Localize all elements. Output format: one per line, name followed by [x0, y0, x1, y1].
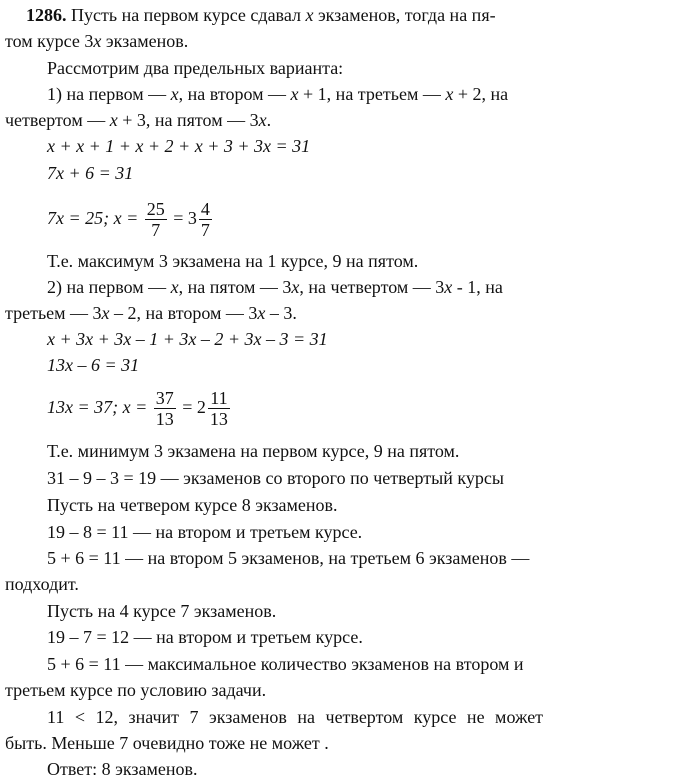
text-span: + 2, на	[453, 84, 509, 104]
text-span: , на четвертом — 3	[299, 277, 445, 297]
var-x: x	[290, 84, 299, 104]
text-span: 1) на первом —	[47, 84, 171, 104]
text-span: , на втором —	[178, 84, 291, 104]
fraction-numerator: 37	[155, 388, 174, 409]
text-line: быть. Меньше 7 очевидно тоже не может .	[5, 733, 329, 753]
var-x: x	[257, 303, 266, 323]
problem-line-1	[26, 4, 496, 26]
var-x: x	[170, 84, 179, 104]
var-x: x	[101, 303, 110, 323]
equation-1: x + x + 1 + x + 2 + x + 3 + 3x = 31	[47, 136, 311, 156]
text-span: + 3, на пятом — 3	[117, 110, 259, 130]
problem-number: 1286.	[26, 5, 67, 25]
text-line: 31 – 9 – 3 = 19 — экзаменов со второго по четвертый курсы	[47, 468, 504, 488]
var-x: x	[258, 110, 267, 130]
var-x: x	[305, 5, 314, 25]
intro-text-d: экзаменов.	[101, 31, 189, 51]
text-line: 11 < 12, значит 7 экзаменов на четвертом курсе не может	[47, 707, 544, 727]
variant-2-line-2	[5, 302, 297, 324]
text-line: третьем курсе по условию задачи.	[5, 680, 267, 700]
text-span: .	[266, 110, 272, 130]
text-span: четвертом —	[5, 110, 110, 130]
conclusion-2: Т.е. минимум 3 экзамена на первом курсе, 9 на пятом.	[47, 441, 460, 461]
text-line: 5 + 6 = 11 — на втором 5 экзаменов, на третьем 6 экзаменов —	[47, 548, 530, 568]
conclusion-1: Т.е. максимум 3 экзамена на 1 курсе, 9 на пятом.	[47, 251, 419, 271]
text-line: Пусть на четвером курсе 8 экзаменов.	[47, 495, 338, 515]
var-x: x	[109, 110, 118, 130]
var-x: x	[291, 277, 300, 297]
variant-1-line-1	[47, 83, 508, 105]
mixed-fraction	[199, 199, 212, 240]
text-line: 19 – 8 = 11 — на втором и третьем курсе.	[47, 522, 363, 542]
problem-line-2	[5, 30, 188, 52]
text-line: 5 + 6 = 11 — максимальное количество экзаменов на втором и	[47, 654, 524, 674]
equation-6	[47, 385, 232, 429]
text-line: подходит.	[5, 574, 79, 594]
equation-4: x + 3x + 3x – 1 + 3x – 2 + 3x – 3 = 31	[47, 329, 328, 349]
text-line: Пусть на 4 курсе 7 экзаменов.	[47, 601, 277, 621]
fraction-numerator: 4	[200, 199, 210, 220]
var-x: x	[170, 277, 179, 297]
text-span: третьем — 3	[5, 303, 102, 323]
text-line: Рассмотрим два предельных варианта:	[47, 58, 344, 78]
fraction	[145, 199, 167, 240]
text-span: 7x = 25; x =	[47, 208, 143, 228]
variant-2-line-1	[47, 276, 503, 298]
text-span: , на пятом — 3	[178, 277, 292, 297]
equation-2: 7x + 6 = 31	[47, 163, 134, 183]
answer-line: Ответ: 8 экзаменов.	[47, 759, 198, 779]
text-span: 13x = 37; x =	[47, 397, 152, 417]
intro-text-b: экзаменов, тогда на пя-	[313, 5, 496, 25]
text-line: 19 – 7 = 12 — на втором и третьем курсе.	[47, 627, 363, 647]
text-span: + 1, на третьем —	[298, 84, 446, 104]
intro-text-c: том курсе 3	[5, 31, 94, 51]
variant-1-line-2	[5, 109, 271, 131]
fraction-denominator: 7	[151, 220, 161, 241]
text-span: - 1, на	[452, 277, 503, 297]
text-span: – 3.	[265, 303, 297, 323]
var-x: x	[445, 84, 454, 104]
fraction-numerator: 25	[146, 199, 165, 220]
equation-3	[47, 196, 214, 240]
fraction-denominator: 13	[155, 409, 174, 430]
mixed-fraction	[208, 388, 230, 429]
fraction	[154, 388, 176, 429]
text-span: 2) на первом —	[47, 277, 171, 297]
equation-5: 13x – 6 = 31	[47, 355, 140, 375]
var-x: x	[444, 277, 453, 297]
text-span: – 2, на втором — 3	[109, 303, 258, 323]
intro-text-a: Пусть на первом курсе сдавал	[71, 5, 306, 25]
fraction-denominator: 13	[209, 409, 228, 430]
var-x: x	[93, 31, 102, 51]
text-span: = 2	[177, 397, 206, 417]
text-span: = 3	[168, 208, 197, 228]
fraction-denominator: 7	[200, 220, 210, 241]
fraction-numerator: 11	[208, 388, 230, 409]
